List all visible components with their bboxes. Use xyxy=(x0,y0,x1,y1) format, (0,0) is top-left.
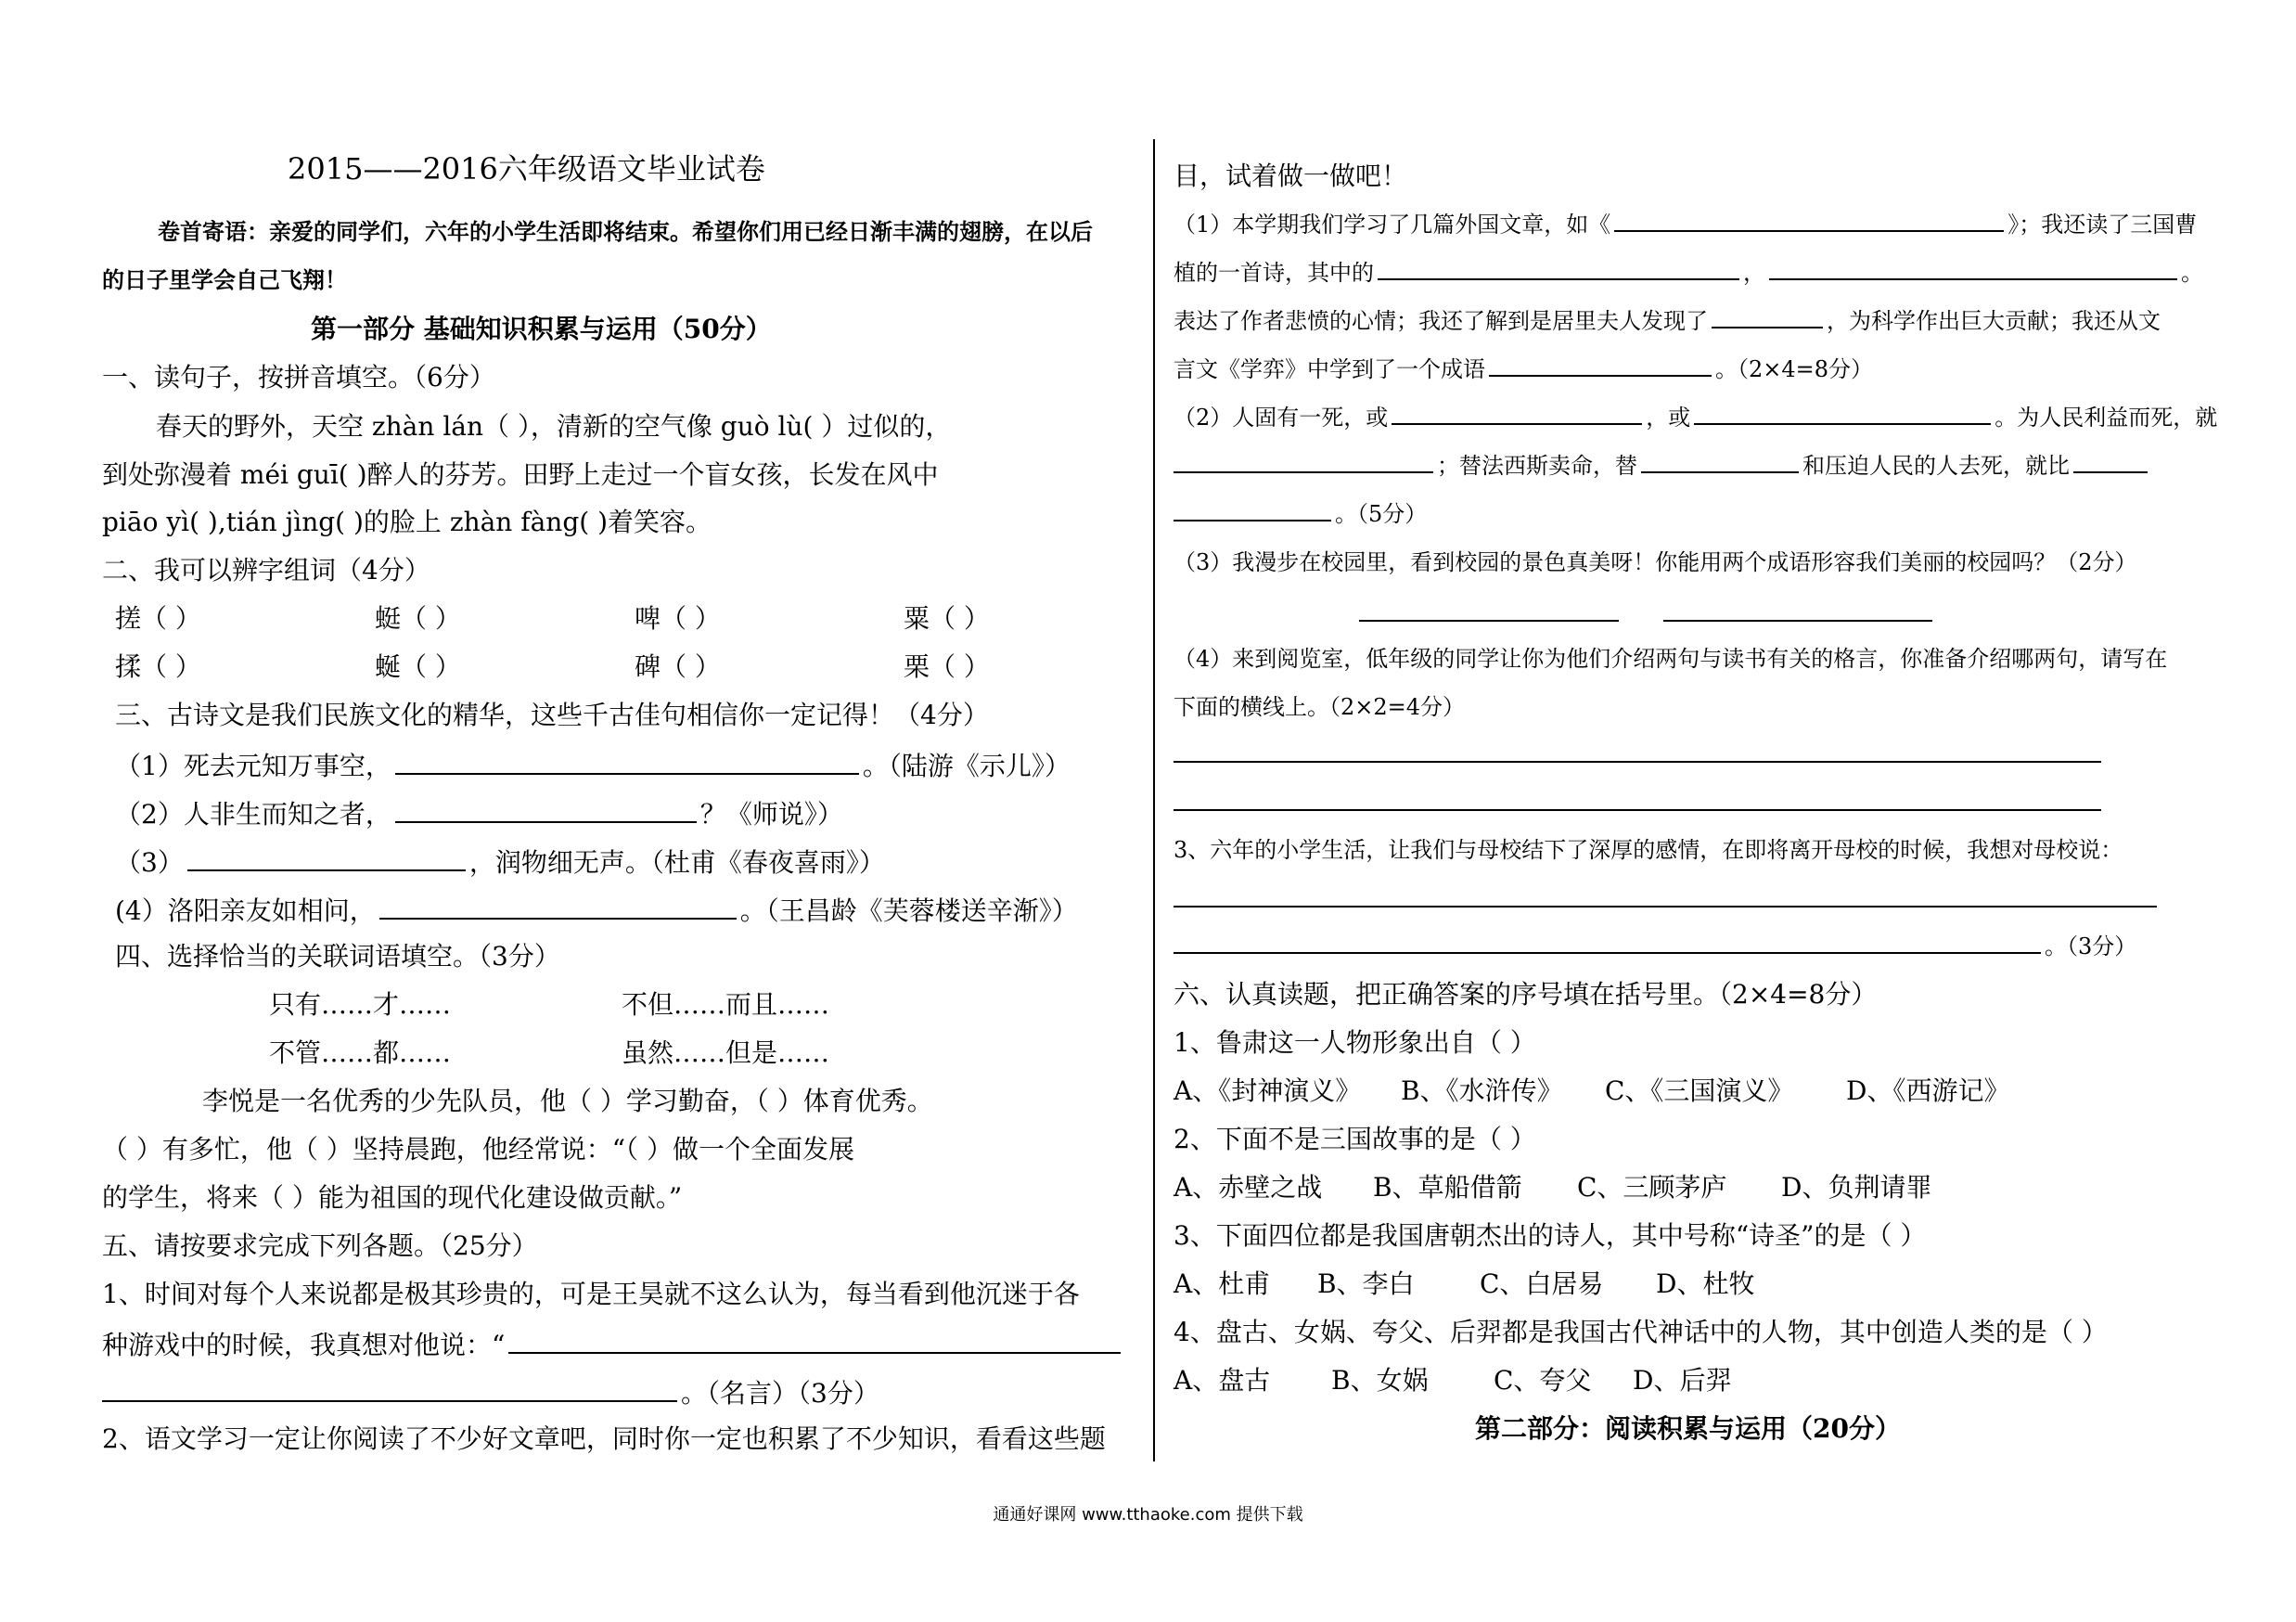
part2-title: 第二部分：阅读积累与运用（20分） xyxy=(1475,1413,1901,1444)
option-b: B、草船借箭 xyxy=(1373,1172,1522,1203)
q4-line-1: 李悦是一名优秀的少先队员，他（ ）学习勤奋，（ ）体育优秀。 xyxy=(202,1086,933,1116)
answer-blank[interactable] xyxy=(508,1324,1121,1354)
answer-blank[interactable] xyxy=(1174,447,1433,473)
q6-heading: 六、认真读题，把正确答案的序号填在括号里。（2×4=8分） xyxy=(1174,979,1878,1010)
option-c: C、《三国演义》 xyxy=(1605,1075,1794,1106)
q5-r2-line-1: （2）人固有一死，或 ，或 。为人民利益而死，就 xyxy=(1174,399,2217,436)
answer-blank[interactable] xyxy=(1359,592,1619,622)
q5-r4-line-2: 下面的横线上。（2×2=4分） xyxy=(1174,694,1466,720)
option-c: C、三顾茅庐 xyxy=(1577,1172,1727,1203)
q4-line-2: （ ）有多忙，他（ ）坚持晨跑，他经常说：“（ ）做一个全面发展 xyxy=(102,1134,855,1165)
q2-item: 啤（ ） xyxy=(635,603,721,634)
q1-line-1: 春天的野外，天空 zhàn lán（ ），清新的空气像 guò lù( ）过似的， xyxy=(156,411,952,442)
column-divider xyxy=(1153,139,1155,1461)
answer-blank[interactable] xyxy=(1641,447,1799,473)
answer-blank[interactable] xyxy=(395,745,859,775)
q4-option-3: 不管……都…… xyxy=(269,1037,452,1068)
q2-row-1 xyxy=(115,600,990,637)
q5-s1-line-3: 。（名言）（3分） xyxy=(102,1372,879,1412)
answer-blank[interactable] xyxy=(1614,206,2004,232)
answer-blank[interactable] xyxy=(1769,254,2177,280)
page-title: 2015——2016六年级语文毕业试卷 xyxy=(288,151,765,187)
q4-option-1: 只有……才…… xyxy=(269,989,452,1020)
answer-blank[interactable] xyxy=(1712,303,1823,328)
answer-blank[interactable] xyxy=(1174,496,1331,521)
answer-blank[interactable] xyxy=(395,793,697,823)
answer-blank[interactable] xyxy=(187,842,466,871)
q5-s1-line-2: 种游戏中的时候，我真想对他说：“ xyxy=(102,1324,1124,1364)
q6-question-2: 2、下面不是三国故事的是（ ） xyxy=(1174,1124,1536,1154)
q2-item: 蜓（ ） xyxy=(375,603,461,634)
option-d: D、杜牧 xyxy=(1656,1268,1755,1299)
q1-line-3: piāo yì( ),tián jìng( )的脸上 zhàn fàng( )着笑容。 xyxy=(102,507,712,537)
answer-blank[interactable] xyxy=(1174,733,2101,763)
q5-r2-line-3: 。（5分） xyxy=(1174,496,1427,533)
q6-question-4: 4、盘古、女娲、夸父、后羿都是我国古代神话中的人物，其中创造人类的是（ ） xyxy=(1174,1317,2108,1347)
q5-s2-line-1: 2、语文学习一定让你阅读了不少好文章吧，同时你一定也积累了不少知识，看看这些题 xyxy=(102,1423,1106,1454)
q6-options-4 xyxy=(1174,1362,1731,1399)
q5-r4-line-1: （4）来到阅览室，低年级的同学让你为他们介绍两句与读书有关的格言，你准备介绍哪两句，请写在 xyxy=(1174,646,2168,672)
q3-item-1: （1）死去元知万事空， 。（陆游《示儿》） xyxy=(115,745,1071,785)
option-b: B、李白 xyxy=(1317,1268,1415,1299)
q6-options-3 xyxy=(1174,1266,1754,1303)
q2-item: 揉（ ） xyxy=(115,651,201,682)
answer-blank[interactable] xyxy=(1489,351,1712,377)
part1-title: 第一部分 基础知识积累与运用（50分） xyxy=(311,314,772,344)
q3-item-4: (4）洛阳亲友如相问， 。（王昌龄《芙蓉楼送辛渐》） xyxy=(115,890,1078,930)
answer-blank[interactable] xyxy=(102,1372,677,1402)
q6-options-2 xyxy=(1174,1169,1931,1206)
q6-question-3: 3、下面四位都是我国唐朝杰出的诗人，其中号称“诗圣”的是（ ） xyxy=(1174,1220,1927,1251)
q2-item: 搓（ ） xyxy=(115,603,201,634)
option-d: D、负荆请罪 xyxy=(1781,1172,1932,1203)
q5-r4-blank-2 xyxy=(1174,781,2105,821)
preface-line-1: 卷首寄语：亲爱的同学们，六年的小学生活即将结束。希望你们用已经日渐丰满的翅膀，在以后 xyxy=(158,218,1093,245)
q5-heading: 五、请按要求完成下列各题。（25分） xyxy=(102,1230,538,1261)
q5-s2-line-2: 目，试着做一做吧！ xyxy=(1174,161,1408,191)
option-c: C、夸父 xyxy=(1494,1365,1592,1396)
q2-item: 粟（ ） xyxy=(904,603,990,634)
q2-heading: 二、我可以辨字组词（4分） xyxy=(102,555,430,586)
q2-item: 碑（ ） xyxy=(635,651,721,682)
q4-line-3: 的学生，将来（ ）能为祖国的现代化建设做贡献。” xyxy=(102,1182,683,1213)
q3-item-3: （3） ，润物细无声。（杜甫《春夜喜雨》） xyxy=(115,842,885,882)
q3-item-2: （2）人非生而知之者， ？《师说》） xyxy=(115,793,843,833)
answer-blank[interactable] xyxy=(1174,781,2101,811)
q6-question-1: 1、鲁肃这一人物形象出自（ ） xyxy=(1174,1027,1536,1058)
answer-blank[interactable] xyxy=(1694,399,1991,425)
q5-r3: （3）我漫步在校园里，看到校园的景色真美呀！你能用两个成语形容我们美丽的校园吗？（2分） xyxy=(1174,549,2137,575)
q3-heading: 三、古诗文是我们民族文化的精华，这些千古佳句相信你一定记得！（4分） xyxy=(115,700,989,730)
q5-r1-line-4: 言文《学弈》中学到了一个成语 。（2×4=8分） xyxy=(1174,351,1873,388)
preface-line-2: 的日子里学会自己飞翔！ xyxy=(102,266,347,293)
option-a: A、赤壁之战 xyxy=(1174,1172,1323,1203)
q5-r2-line-2: ；替法西斯卖命，替 和压迫人民的人去死，就比 xyxy=(1174,447,2151,484)
q5-s3-line-2: 。（3分） xyxy=(1174,928,2136,965)
answer-blank[interactable] xyxy=(1663,592,1932,622)
option-a: A、《封神演义》 xyxy=(1174,1075,1362,1106)
q5-r1-line-2: 植的一首诗，其中的 ， 。 xyxy=(1174,254,2203,291)
option-b: B、《水浒传》 xyxy=(1401,1075,1563,1106)
option-d: D、《西游记》 xyxy=(1846,1075,2010,1106)
answer-blank[interactable] xyxy=(1378,254,1739,280)
answer-blank[interactable] xyxy=(2073,447,2148,473)
q6-options-1 xyxy=(1174,1073,2009,1110)
q1-line-2: 到处弥漫着 méi guī( )醉人的芬芳。田野上走过一个盲女孩，长发在风中 xyxy=(102,459,939,490)
q4-option-4: 虽然……但是…… xyxy=(622,1037,830,1068)
option-a: A、杜甫 xyxy=(1174,1268,1271,1299)
q5-r1-line-1: （1）本学期我们学习了几篇外国文章，如《 》；我还读了三国曹 xyxy=(1174,206,2197,243)
q2-item: 栗（ ） xyxy=(904,651,990,682)
answer-blank[interactable] xyxy=(1392,399,1642,425)
option-d: D、后羿 xyxy=(1633,1365,1732,1396)
q2-row-2 xyxy=(115,649,990,686)
q5-r1-line-3: 表达了作者悲愤的心情；我还了解到是居里夫人发现了 ，为科学作出巨大贡献；我还从文 xyxy=(1174,303,2161,340)
answer-blank[interactable] xyxy=(379,890,737,920)
q4-heading: 四、选择恰当的关联词语填空。（3分） xyxy=(115,941,560,972)
option-a: A、盘古 xyxy=(1174,1365,1271,1396)
answer-blank[interactable] xyxy=(1174,928,2041,954)
q1-heading: 一、读句子，按拼音填空。（6分） xyxy=(102,362,495,393)
q5-r3-blanks xyxy=(1359,592,1936,632)
answer-blank[interactable] xyxy=(1174,878,2157,908)
option-c: C、白居易 xyxy=(1480,1268,1604,1299)
q5-r4-blank-1 xyxy=(1174,733,2105,773)
q5-s1-line-1: 1、时间对每个人来说都是极其珍贵的，可是王昊就不这么认为，每当看到他沉迷于各 xyxy=(102,1279,1080,1309)
q5-s3-line-1: 3、六年的小学生活，让我们与母校结下了深厚的感情，在即将离开母校的时候，我想对母校说： xyxy=(1174,837,2123,863)
footer-credit: 通通好课网 www.tthaoke.com 提供下载 xyxy=(993,1505,1303,1525)
q5-s3-blank-1 xyxy=(1174,878,2161,918)
option-b: B、女娲 xyxy=(1331,1365,1429,1396)
q2-item: 蜒（ ） xyxy=(375,651,461,682)
q4-option-2: 不但……而且…… xyxy=(622,989,830,1020)
